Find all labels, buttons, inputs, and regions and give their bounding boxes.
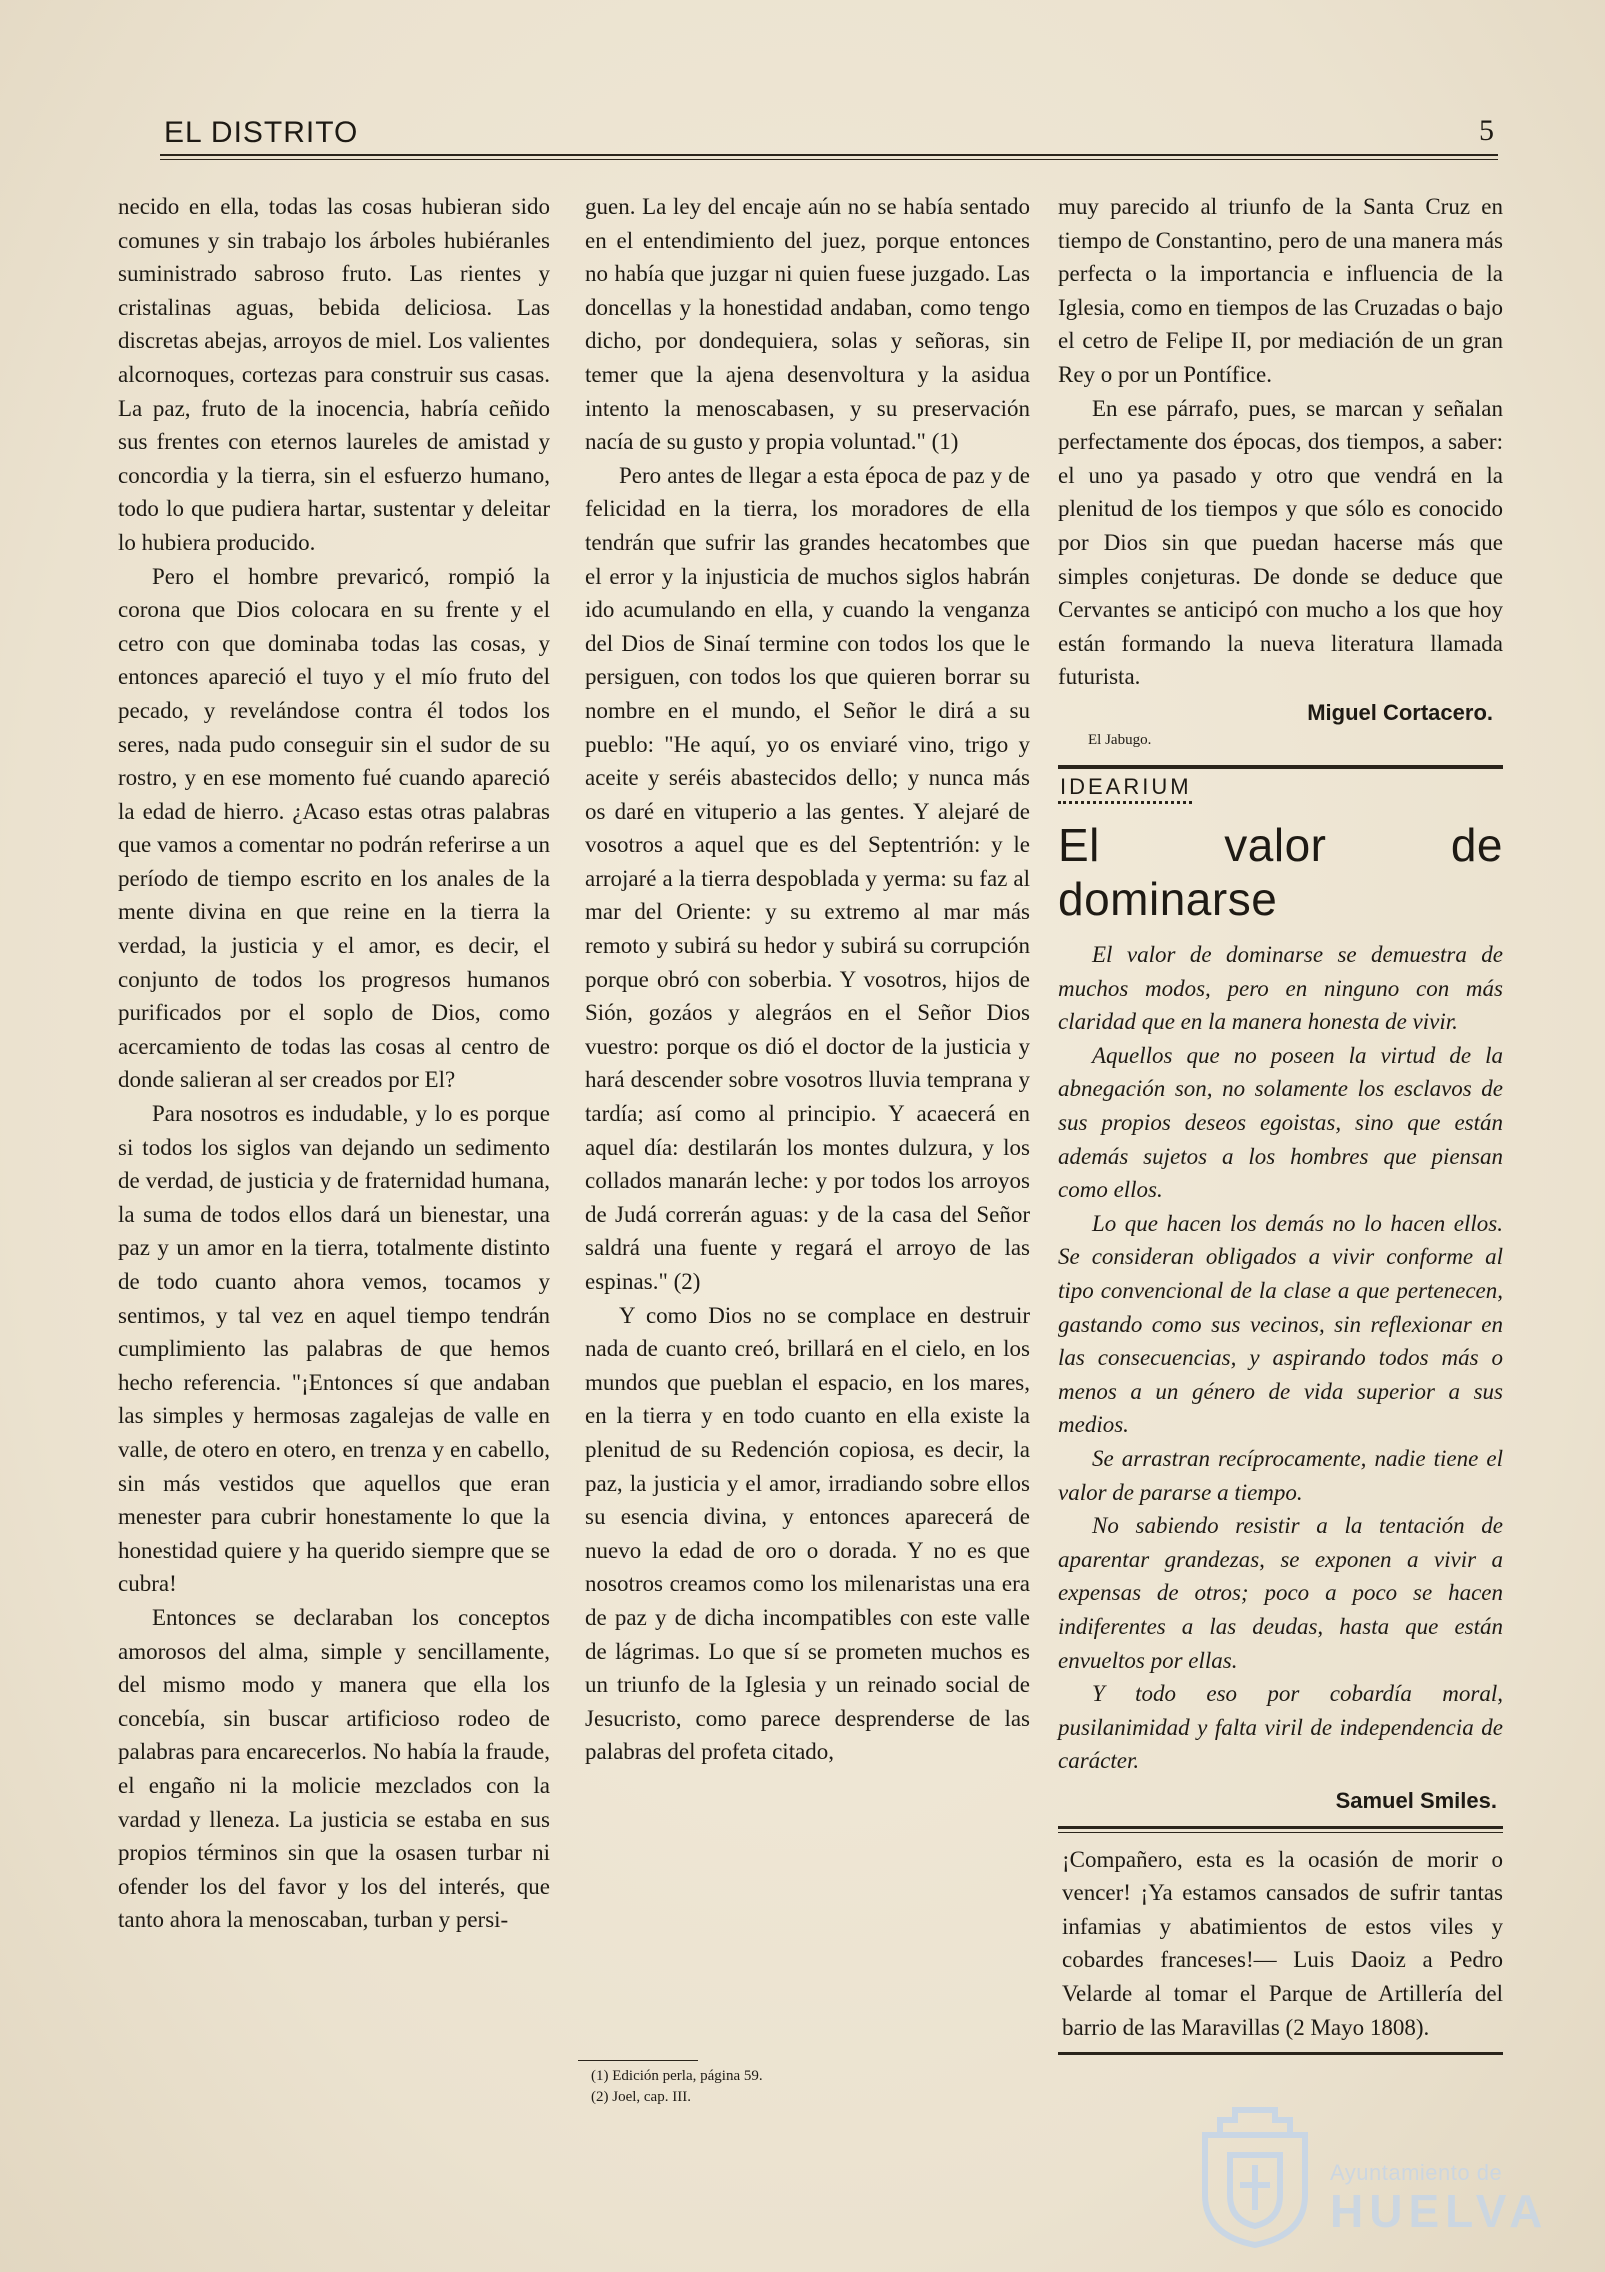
paragraph: No sabiendo resistir a la tentación de aparentar grandezas, se exponen a vivir a expensas de otros; poco a poco se hacen indiferentes a las deudas, hasta que están envueltos por ellas. xyxy=(1058,1513,1503,1673)
paragraph: Y todo eso por cobardía moral, pusilanimidad y falta viril de independencia de carácter. xyxy=(1058,1681,1503,1774)
essay-body xyxy=(1058,938,1503,1778)
quote-divider-thin xyxy=(1058,1832,1503,1833)
paragraph: muy parecido al triunfo de la Santa Cruz en tiempo de Constantino, pero de una manera más perfecta o la importancia e influencia de la Iglesia, como en tiempos de las Cruzadas o bajo el cetro de Felipe II, por mediación de un gran Rey o por un Pontífice. xyxy=(1058,194,1503,387)
paragraph: Pero antes de llegar a esta época de paz y de felicidad en la tierra, los moradores de ella tendrán que sufrir las grandes hecatombes que el error y la injusticia de muchos siglos habrán ido acumulando en ella, y cuando la venganza del Dios de Sinaí termine con todos los que le persiguen, con todos los que quieren borrar su nombre en el mundo, el Señor le dirá a su pueblo: "He aquí, yo os enviaré vino, trigo y aceite y seréis abastecidos dello; y nunca más os daré en vituperio a las gentes. Y alejaré de vosotros a aquel que es del Septentrión: y le arrojaré a la tierra despoblada y yerma: su faz al mar del Oriente: y su extremo al mar más remoto y subirá su hedor y subirá su corrupción porque obró con soberbia. Y vosotros, hijos de Sión, gozáos y alegráos en el Señor Dios vuestro: porque os dió el doctor de la justicia y hará descender sobre vosotros lluvia temprana y tardía; así como al principio. Y acaecerá en aquel día: destilarán los montes dulzura, y los collados manarán leche: y por todos los arroyos de Judá correrán aguas: y de la casa del Señor saldrá una fuente y regará el arroyo de las espinas." (2) xyxy=(585,462,1030,1294)
column-2 xyxy=(585,190,1030,1769)
footnotes xyxy=(585,2066,1005,2108)
paragraph: Entonces se declaraban los conceptos amorosos del alma, simple y sencillamente, del mismo modo y manera que ella los concebía, sin buscar artificioso rodeo de palabras para encarecerlos. No había la fraude, el engaño ni la molicie mezclados con la vardad y lleneza. La justicia se estaba en sus propios términos sin que la osasen turbar ni ofender los del favor y los del interés, que tanto ahora la menoscaban, turban y persi- xyxy=(118,1604,550,1933)
historical-quote: ¡Compañero, esta es la ocasión de morir o vencer! ¡Ya estamos cansados de sufrir tantas infamias y abatimientos de estos viles y cobardes franceses!— Luis Daoiz a Pedro Velarde al tomar el Parque de Artillería del barrio de las Maravillas (2 Mayo 1808). xyxy=(1062,1846,1503,2040)
page-header xyxy=(160,112,1498,158)
archive-watermark xyxy=(1330,2160,1548,2236)
column-3 xyxy=(1058,190,1503,2055)
paragraph: Para nosotros es indudable, y lo es porque si todos los siglos van dejando un sedimento de verdad, de justicia y de fraternidad humana, la suma de todos ellos dará un bienestar, una paz y un amor en la tierra, totalmente distinto de todo cuanto ahora vemos, tocamos y sentimos, y tal vez en aquel tiempo tendrán cumplimiento las palabras de que hemos hecho referencia. "¡Entonces sí que andaban las simples y hermosas zagalejas de valle en valle, de otero en otero, en trenza y en cabello, sin más vestidos que aquellos que eran menester para cubrir honestamente lo que la honestidad quiere y ha querido siempre que se cubra! xyxy=(118,1101,550,1597)
watermark-line2: HUELVA xyxy=(1330,2185,1549,2237)
paragraph: En ese párrafo, pues, se marcan y señalan perfectamente dos épocas, dos tiempos, a saber: el uno ya pasado y otro que vendrá en la plenitud de los tiempos y que sólo es conocido por Dios sin que puedan hacerse más que simples conjeturas. De donde se deduce que Cervantes se anticipó con mucho a los que hoy están formando la nueva literatura llamada futurista. xyxy=(1058,395,1503,690)
paragraph: Se arrastran recíprocamente, nadie tiene el valor de pararse a tiempo. xyxy=(1058,1446,1503,1505)
footnote: (2) Joel, cap. III. xyxy=(591,2089,691,2105)
column-1 xyxy=(118,190,550,1937)
source-credit: El Jabugo. xyxy=(1088,731,1152,748)
section-divider xyxy=(1058,765,1503,769)
header-rule-thin xyxy=(160,159,1498,160)
quote-bottom-rule xyxy=(1058,2052,1503,2055)
paragraph: Y como Dios no se complace en destruir nada de cuanto creó, brillará en el cielo, en los mundos que pueblan el espacio, en los mares, en la tierra y en todo cuanto en ella existe la plenitud de su Redención copiosa, es decir, la paz, la justicia y el amor, irradiando sobre ellos su esencia divina, y entonces aparecerá de nuevo la edad de oro o dorada. Y no es que nosotros creamos como los milenaristas una era de paz y de dicha incompatibles con este valle de lágrimas. Lo que sí se prometen muchos es un triunfo de la Iglesia y un reinado social de Jesucristo, como parece desprenderse de las palabras del profeta citado, xyxy=(585,1302,1030,1765)
author-signature: Miguel Cortacero. xyxy=(1307,699,1493,725)
paragraph: Pero el hombre prevaricó, rompió la corona que Dios colocara en su frente y el cetro con que dominaba todas las cosas, y entonces apareció el tuyo y el mío fruto del pecado, y revelándose contra él todos los seres, nada pudo conseguir sin el sudor de su rostro, y en ese momento fué cuando apareció la edad de hierro. ¿Acaso estas otras palabras que vamos a comentar no podrán referirse a un período de tiempo escrito en los anales de la mente divina en que reine en la tierra la verdad, la justicia y el amor, es decir, el conjunto de todos los progresos humanos purificados por el soplo de Dios, como acercamiento de todas las cosas al centro de donde salieran al ser creados por El? xyxy=(118,563,550,1093)
paragraph: Lo que hacen los demás no lo hacen ellos. Se consideran obligados a vivir conforme al tipo convencional de la clase a que pertenecen, gastando como sus vecinos, sin reflexionar en las consecuencias, y aspirando todos más o menos a un género de vida superior a sus medios. xyxy=(1058,1210,1503,1438)
article-headline: El valor de dominarse xyxy=(1058,819,1503,926)
page-number: 5 xyxy=(1479,114,1494,147)
paragraph: guen. La ley del encaje aún no se había sentado en el entendimiento del juez, porque entonces no había que juzgar ni quien fuese juzgado. Las doncellas y la honestidad andaban, como tengo dicho, por dondequiera, solas y señoras, sin temer que la ajena desenvoltura y la asidua intento la menoscabasen, y su preservación nacía de su gusto y propia voluntad." (1) xyxy=(585,194,1030,455)
newspaper-title: EL DISTRITO xyxy=(164,116,359,149)
section-label: IDEARIUM xyxy=(1058,773,1192,804)
watermark-line1: Ayuntamiento de xyxy=(1330,2160,1503,2185)
city-seal-watermark-icon xyxy=(1190,2100,1320,2250)
footnote: (1) Edición perla, página 59. xyxy=(591,2068,763,2084)
footnote-rule xyxy=(578,2060,698,2061)
paragraph: Aquellos que no poseen la virtud de la abnegación son, no solamente los esclavos de sus propios deseos egoistas, sino que están además sujetos a los hombres que piensan como ellos. xyxy=(1058,1042,1503,1203)
essay-author-signature: Samuel Smiles. xyxy=(1335,1787,1497,1813)
paragraph: El valor de dominarse se demuestra de muchos modos, pero en ninguno con más claridad que en la manera honesta de vivir. xyxy=(1058,942,1503,1035)
quote-divider xyxy=(1058,1826,1503,1829)
paragraph: necido en ella, todas las cosas hubieran sido comunes y sin trabajo los árboles hubiéranles suministrado sabroso fruto. Las rientes y cristalinas aguas, bebida deliciosa. Las discretas abejas, arroyos de miel. Los valientes alcornoques, cortezas para construir sus casas. La paz, fruto de la inocencia, habría ceñido sus frentes con eternos laureles de amistad y concordia y la tierra, sin el esfuerzo humano, todo lo que pudiera hartar, sustentar y deleitar lo hubiera producido. xyxy=(118,194,550,555)
header-rule xyxy=(160,154,1498,156)
